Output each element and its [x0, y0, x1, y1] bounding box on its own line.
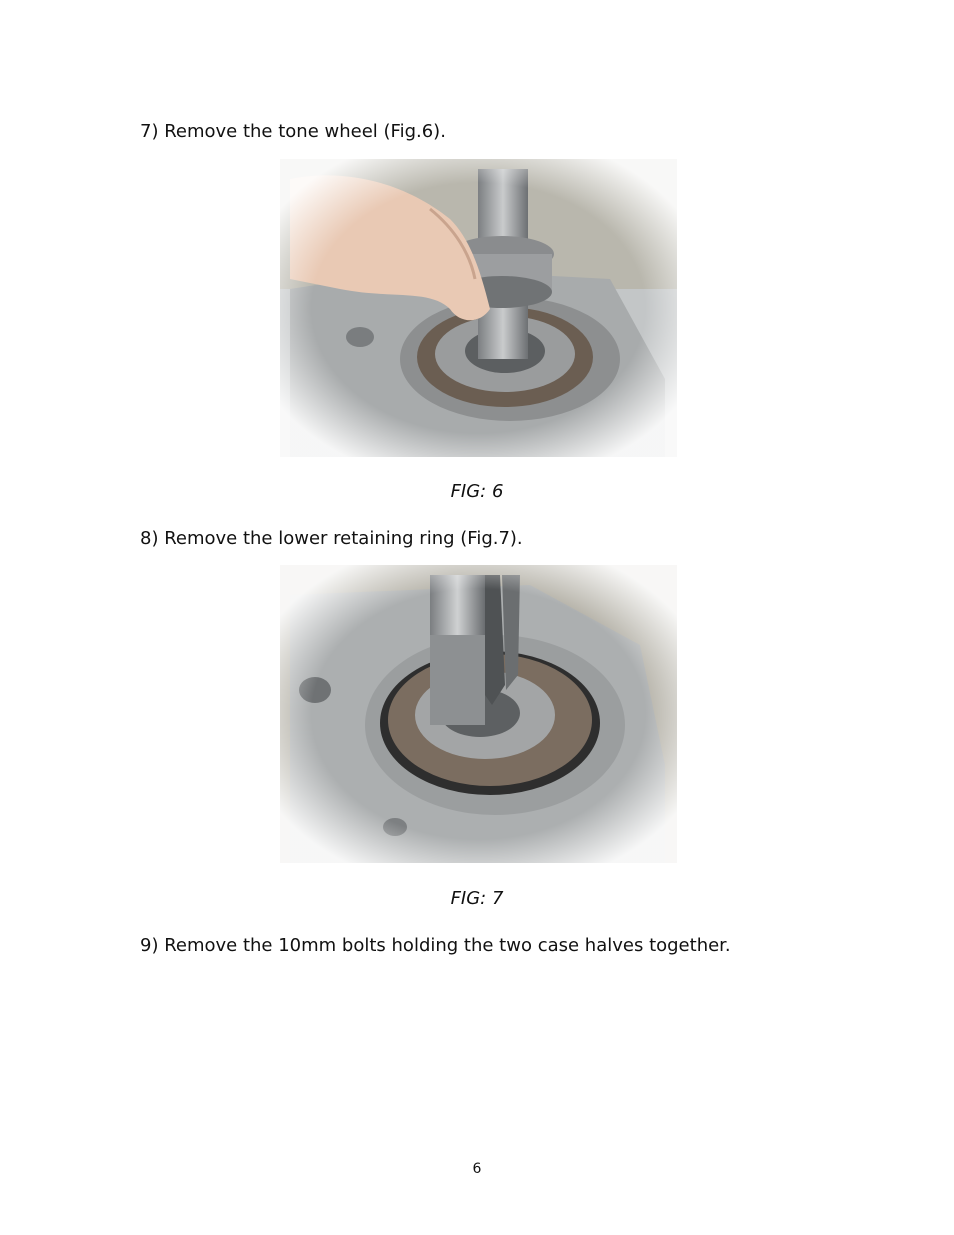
figure-7-caption: FIG: 7 — [450, 888, 504, 909]
page-number: 6 — [472, 1161, 482, 1177]
figure-6-photo — [280, 159, 677, 457]
step-7-text: 7) Remove the tone wheel (Fig.6). — [140, 121, 446, 142]
step-9-text: 9) Remove the 10mm bolts holding the two case halves together. — [140, 935, 731, 956]
step-8-text: 8) Remove the lower retaining ring (Fig.7). — [140, 528, 523, 549]
figure-7-photo — [280, 565, 677, 863]
figure-6-caption: FIG: 6 — [450, 481, 504, 502]
